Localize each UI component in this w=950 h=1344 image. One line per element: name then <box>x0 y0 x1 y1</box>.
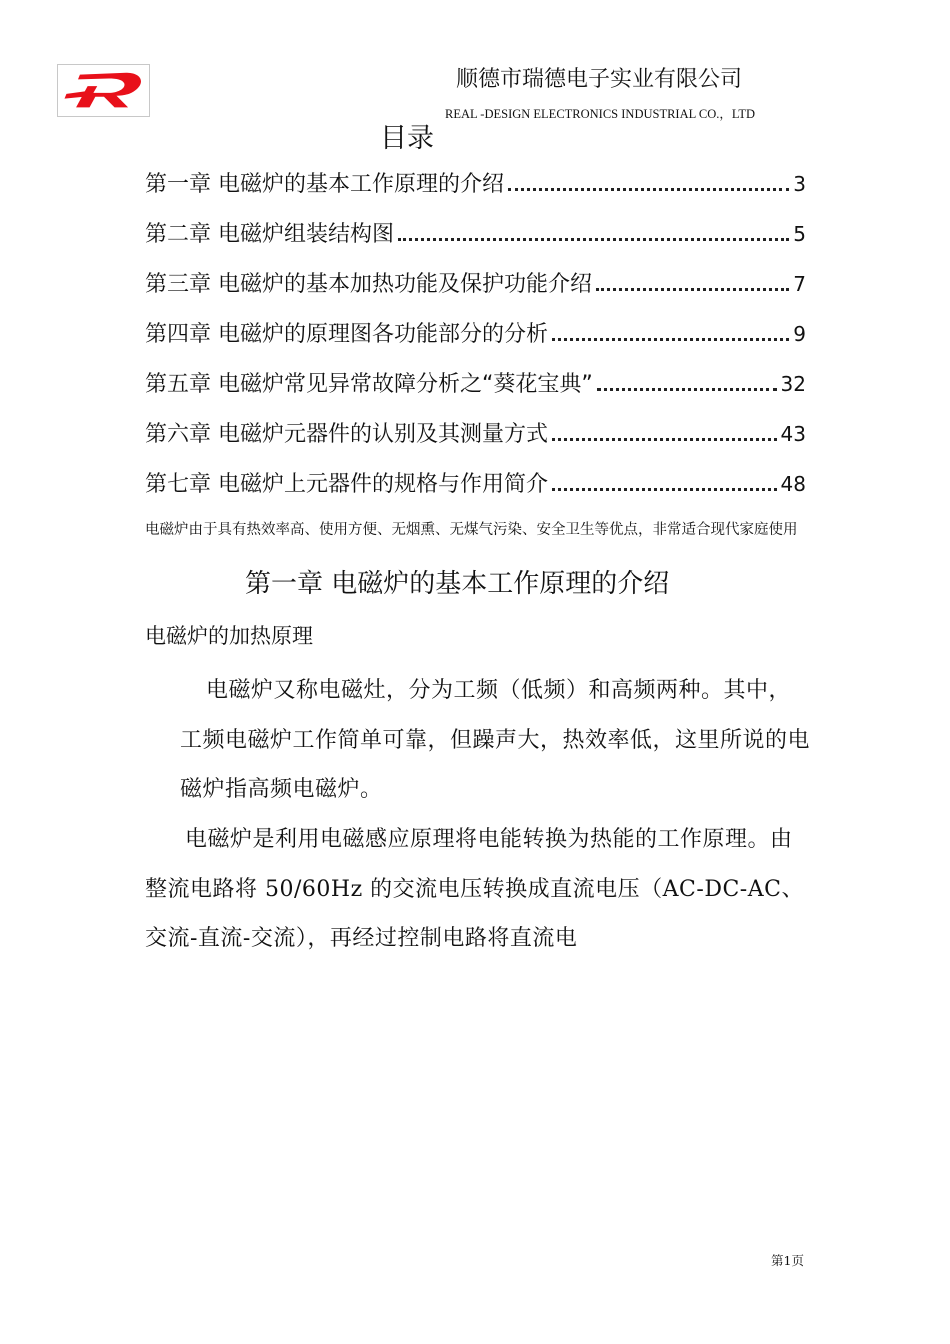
toc-entry-page: 5 <box>793 222 806 246</box>
toc-entry-label: 第二章 电磁炉组装结构图 <box>145 222 394 247</box>
section-subheading: 电磁炉的加热原理 <box>145 624 313 648</box>
toc-leader-dots <box>597 388 777 391</box>
table-of-contents <box>145 167 806 517</box>
toc-entry-label: 第一章 电磁炉的基本工作原理的介绍 <box>145 172 504 197</box>
toc-leader-dots <box>398 238 789 241</box>
page-number: 第1页 <box>771 1253 804 1268</box>
toc-entry[interactable] <box>145 317 806 367</box>
company-logo <box>57 64 150 117</box>
toc-entry-page: 7 <box>793 272 806 296</box>
body-paragraph: 电磁炉是利用电磁感应原理将电能转换为热能的工作原理。由整流电路将 50/60Hz 的交流电压转换成直流电压（AC-DC-AC、交流-直流-交流），再经过控制电路将直流电 <box>145 827 804 951</box>
toc-leader-dots <box>552 488 777 491</box>
toc-leader-dots <box>596 288 789 291</box>
red-r-logo-icon <box>58 65 149 116</box>
company-name-en: REAL -DESIGN ELECTRONICS INDUSTRIAL CO.，LTD <box>445 107 756 121</box>
toc-leader-dots <box>552 438 777 441</box>
toc-entry-page: 32 <box>780 372 806 396</box>
toc-entry[interactable] <box>145 417 806 467</box>
toc-entry-label: 第四章 电磁炉的原理图各功能部分的分析 <box>145 322 548 347</box>
toc-entry[interactable] <box>145 217 806 267</box>
toc-leader-dots <box>552 338 789 341</box>
toc-entry[interactable] <box>145 167 806 217</box>
toc-entry-page: 9 <box>793 322 806 346</box>
company-name-cn: 顺德市瑞德电子实业有限公司 <box>456 67 743 92</box>
toc-entry-label: 第七章 电磁炉上元器件的规格与作用简介 <box>145 472 548 497</box>
toc-entry-label: 第三章 电磁炉的基本加热功能及保护功能介绍 <box>145 272 592 297</box>
intro-paragraph: 电磁炉由于具有热效率高、使用方便、无烟熏、无煤气污染、安全卫生等优点，非常适合现代家庭使用 <box>145 522 798 538</box>
toc-entry[interactable] <box>145 267 806 317</box>
chapter-heading: 第一章 电磁炉的基本工作原理的介绍 <box>245 569 670 599</box>
toc-entry-label: 第六章 电磁炉元器件的认别及其测量方式 <box>145 422 548 447</box>
toc-entry-page: 48 <box>780 472 806 496</box>
toc-entry-page: 43 <box>780 422 806 446</box>
toc-entry[interactable] <box>145 367 806 417</box>
toc-entry[interactable] <box>145 467 806 517</box>
toc-leader-dots <box>508 188 789 191</box>
toc-title: 目录 <box>380 123 434 154</box>
body-paragraph: 电磁炉又称电磁灶，分为工频（低频）和高频两种。其中，工频电磁炉工作简单可靠，但躁声大，热效率低，这里所说的电磁炉指高频电磁炉。 <box>180 678 811 802</box>
toc-entry-label: 第五章 电磁炉常见异常故障分析之“葵花宝典” <box>145 372 593 397</box>
toc-entry-page: 3 <box>793 172 806 196</box>
